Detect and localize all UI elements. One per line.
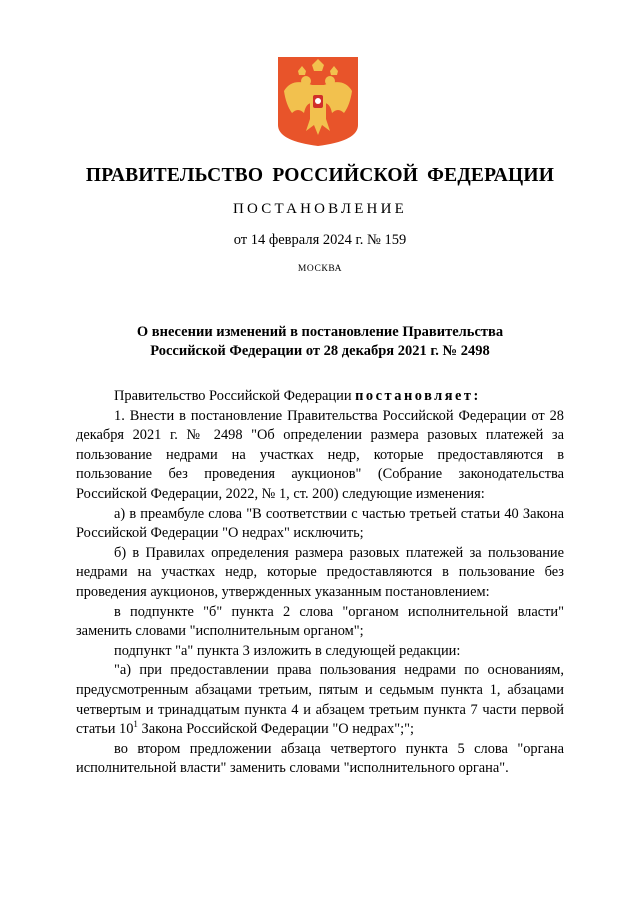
new-wording-text: "а) при предоставлении права пользования недрами по основаниям, предусмотренным абзацами третьим, пятым и седьмым пункта 1, абзацами четвертым и тринадцатым пункта 4 и абзацем третьим пункта 7 части первой статьи 10	[76, 662, 564, 738]
paragraph-item-5: во втором предложении абзаца четвертого пункта 5 слова "органа исполнительной власти" заменить словами "исполнительного органа".	[76, 740, 564, 777]
document-date-number: от 14 февраля 2024 г. № 159	[233, 232, 407, 248]
intro-paragraph	[76, 387, 564, 407]
resolves-word: постановляет:	[355, 388, 481, 404]
subject-line-1: О внесении изменений в постановление Правительства	[136, 324, 504, 340]
paragraph-b: б) в Правилах определения размера разовых платежей за пользование недрами на участках недр, которые предоставляются в пользование без проведения аукционов, утвержденных указанным постановлением:	[76, 544, 564, 600]
paragraph-subpoint-b: в подпункте "б" пункта 2 слова "органом исполнительной власти" заменить словами "исполнительным органом";	[76, 603, 564, 640]
document-subject	[0, 323, 640, 361]
paragraph-subpoint-a: подпункт "а" пункта 3 изложить в следующей редакции:	[114, 642, 461, 659]
paragraph-new-wording	[76, 661, 564, 739]
coat-of-arms-emblem	[276, 55, 360, 147]
document-body	[76, 387, 564, 779]
intro-text: Правительство Российской Федерации	[114, 388, 356, 404]
paragraph-1: 1. Внести в постановление Правительства Российской Федерации от 28 декабря 2021 г. № 2498 "Об определении размера разовых платежей за пользование недрами на участках недр, которые предоставляются в пользование без проведения аукционов" (Собрание законодательства Российской Федерации, 2022, № 1, ст. 200) следующие изменения:	[76, 407, 564, 502]
government-title: ПРАВИТЕЛЬСТВО РОССИЙСКОЙ ФЕДЕРАЦИИ	[85, 165, 555, 186]
subject-line-2: Российской Федерации от 28 декабря 2021 г. № 2498	[150, 343, 490, 359]
paragraph-a: а) в преамбуле слова "В соответствии с частью третьей статьи 40 Закона Российской Федерации "О недрах" исключить;	[76, 505, 564, 542]
document-type: ПОСТАНОВЛЕНИЕ	[233, 201, 407, 217]
superscript: 1	[133, 719, 138, 730]
new-wording-tail: Закона Российской Федерации "О недрах";";	[137, 721, 414, 738]
city-name: МОСКВА	[297, 264, 343, 274]
